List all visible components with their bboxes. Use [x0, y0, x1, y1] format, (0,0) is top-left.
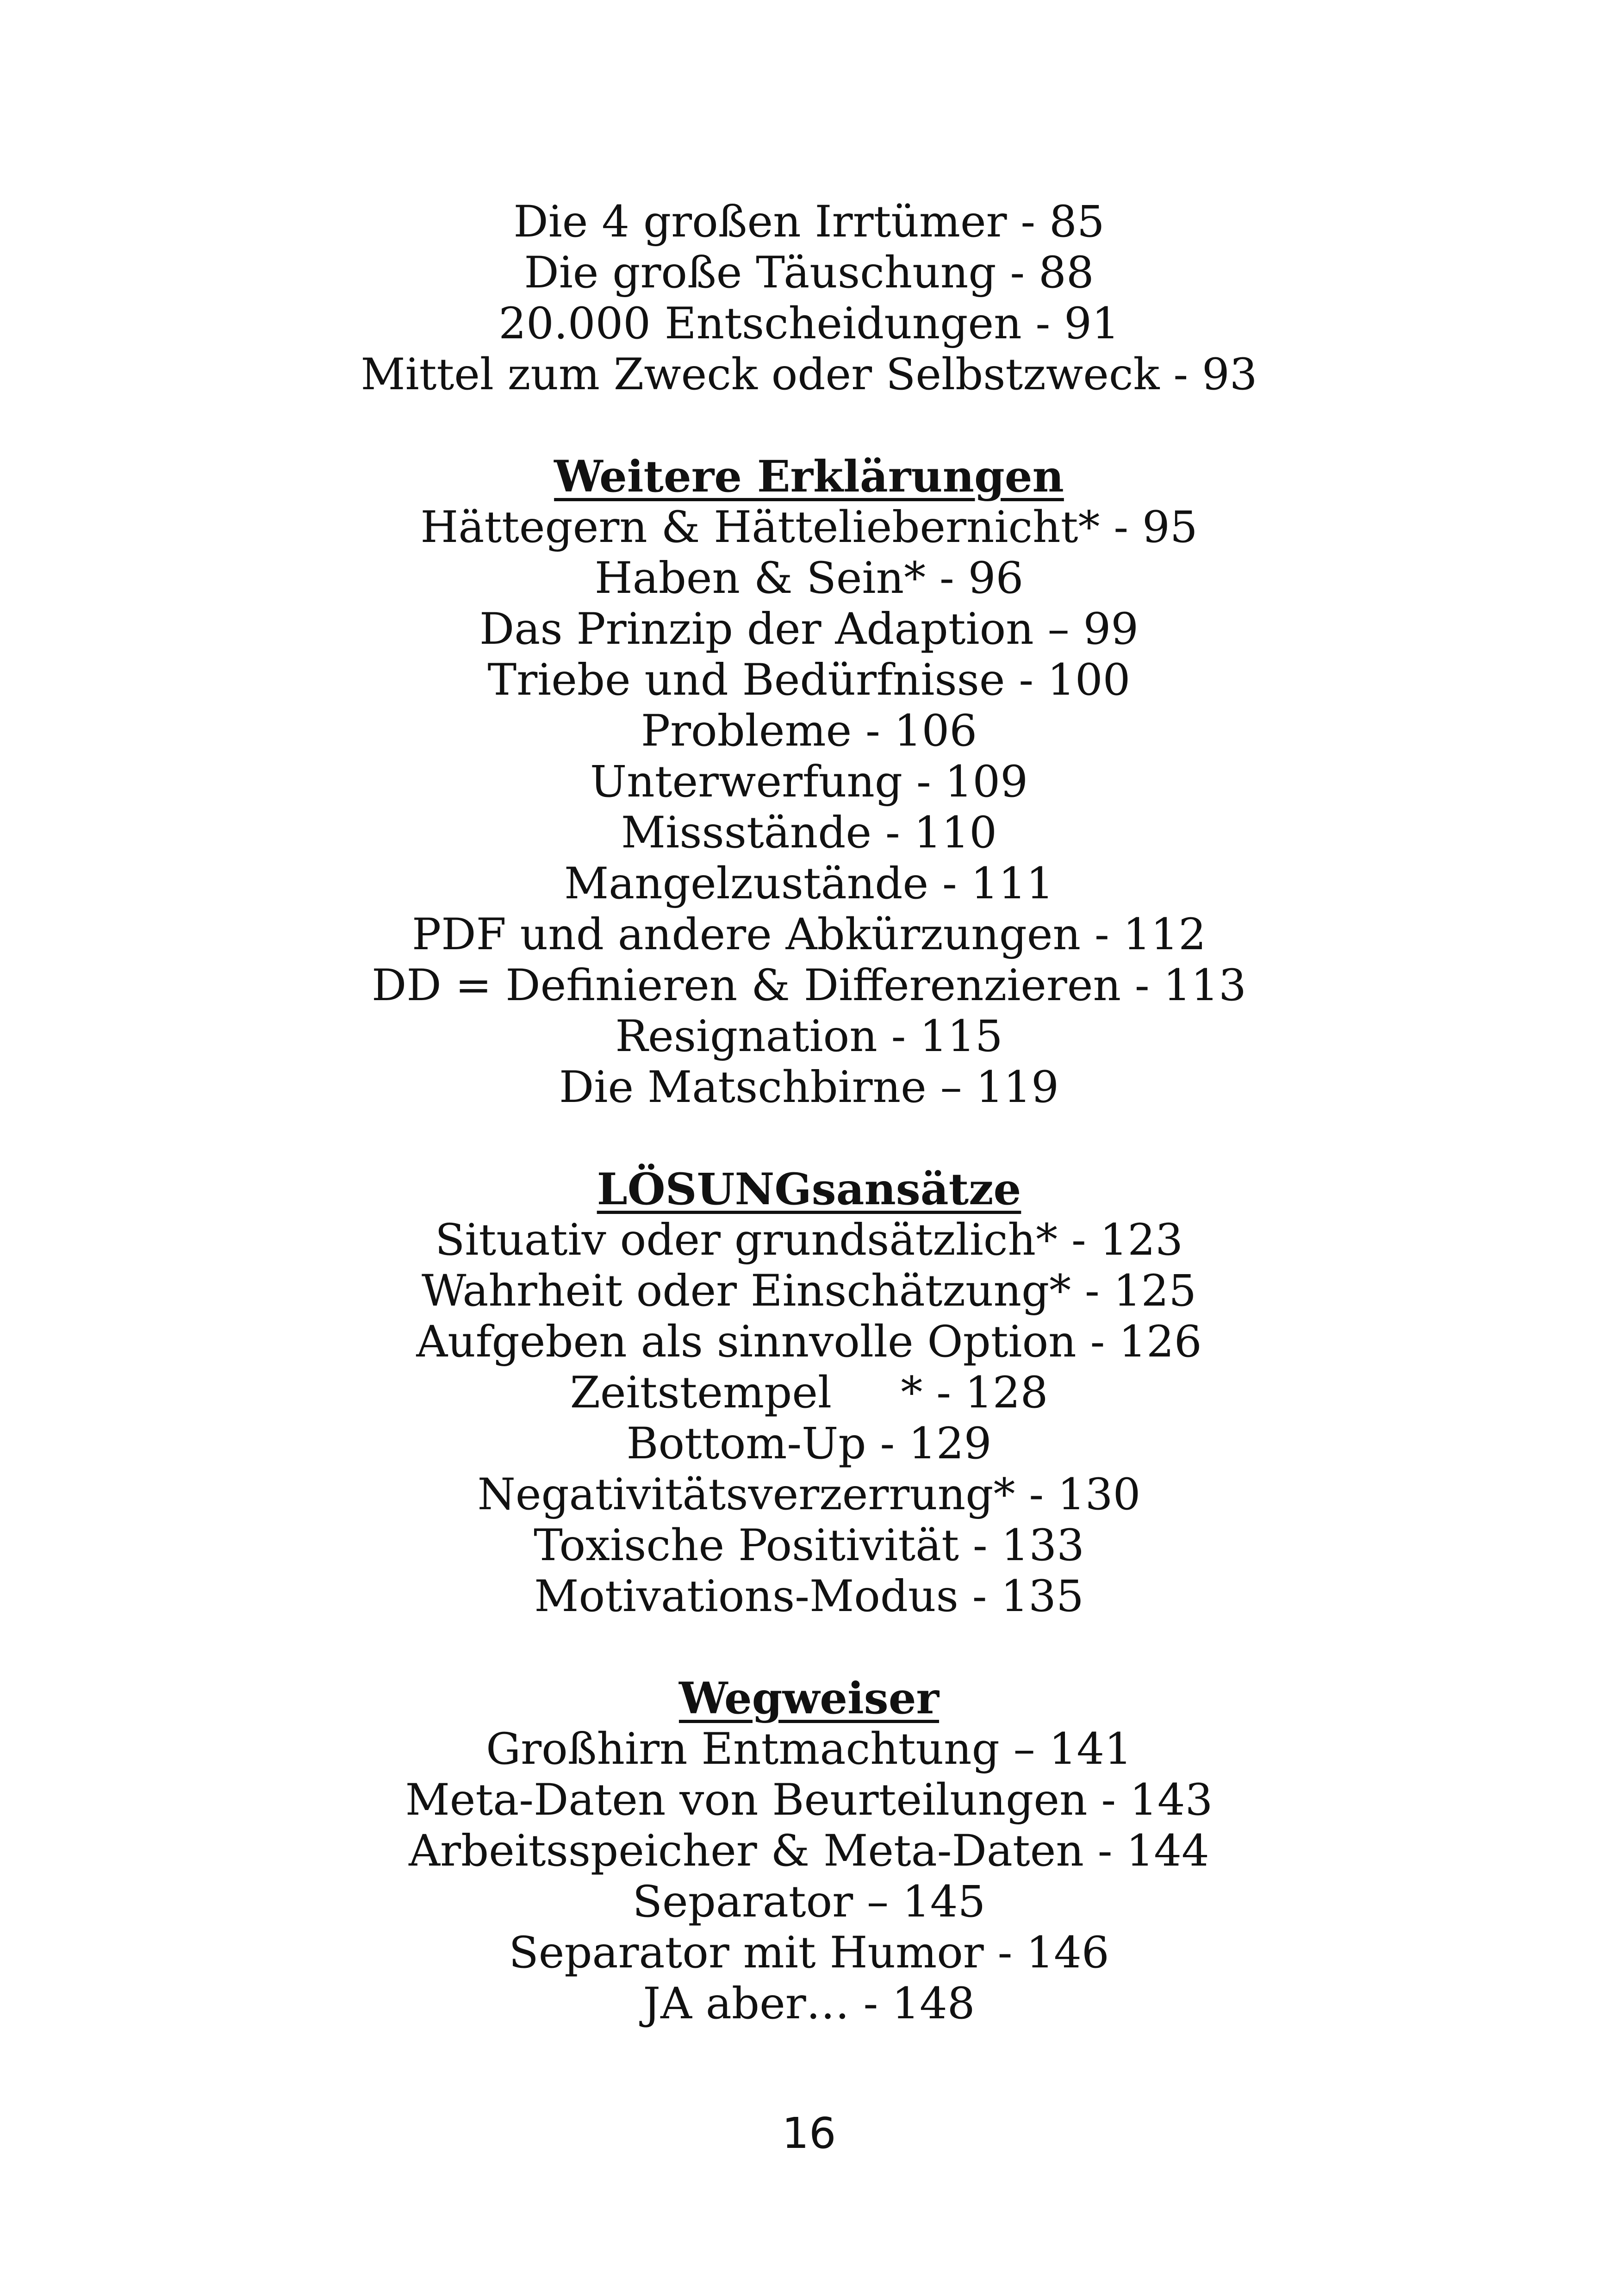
toc-entry: Wahrheit oder Einschätzung* - 125	[421, 1266, 1197, 1316]
page-number: 16	[782, 2109, 836, 2158]
toc-section-loesungsansaetze	[0, 1164, 1618, 1622]
toc-entry: Aufgeben als sinnvolle Option - 126	[416, 1317, 1202, 1367]
table-of-contents	[0, 197, 1618, 2029]
toc-entry: Negativitätsverzerrung* - 130	[477, 1469, 1141, 1520]
toc-entry: Mangelzustände - 111	[564, 859, 1054, 909]
toc-entry: Motivations-Modus - 135	[534, 1571, 1084, 1622]
section-heading: Weitere Erklärungen	[554, 451, 1064, 502]
toc-entry: Separator mit Humor - 146	[509, 1928, 1109, 1978]
toc-entry: Bottom-Up - 129	[626, 1419, 992, 1469]
toc-entry: Das Prinzip der Adaption – 99	[479, 604, 1139, 654]
toc-entry: Arbeitsspeicher & Meta-Daten - 144	[409, 1826, 1209, 1876]
toc-entry: Separator – 145	[632, 1877, 986, 1927]
section-heading: Wegweiser	[678, 1673, 940, 1724]
toc-entry: Missstände - 110	[621, 808, 997, 858]
toc-entry: Hättegern & Hätteliebernicht* - 95	[420, 502, 1198, 553]
toc-entry: Großhirn Entmachtung – 141	[486, 1724, 1132, 1774]
toc-section-wegweiser	[0, 1673, 1618, 2029]
section-heading: LÖSUNGsansätze	[597, 1164, 1021, 1215]
toc-entry: Die große Täuschung - 88	[524, 248, 1094, 298]
toc-section-weitere-erklaerungen	[0, 451, 1618, 1113]
toc-entry: Zeitstempel * - 128	[570, 1368, 1048, 1418]
toc-entry: Haben & Sein* - 96	[594, 553, 1024, 604]
toc-entry: Toxische Positivität - 133	[534, 1520, 1084, 1571]
toc-entry: Unterwerfung - 109	[590, 757, 1028, 807]
toc-entry: PDF und andere Abkürzungen - 112	[411, 909, 1207, 960]
toc-entry: Die Matschbirne – 119	[559, 1062, 1059, 1113]
toc-entry: Probleme - 106	[641, 706, 977, 756]
toc-entry: Meta-Daten von Beurteilungen - 143	[405, 1775, 1213, 1825]
toc-entry: Triebe und Bedürfnisse - 100	[487, 655, 1131, 705]
toc-entry: Resignation - 115	[615, 1011, 1003, 1062]
toc-entry: 20.000 Entscheidungen - 91	[498, 299, 1120, 349]
toc-entry: Die 4 großen Irrtümer - 85	[513, 197, 1105, 247]
toc-entry: Situativ oder grundsätzlich* - 123	[435, 1215, 1183, 1265]
toc-entry: DD = Definieren & Differenzieren - 113	[372, 960, 1246, 1011]
toc-intro	[0, 197, 1618, 400]
toc-entry: JA aber… - 148	[643, 1979, 975, 2029]
toc-entry: Mittel zum Zweck oder Selbstzweck - 93	[361, 349, 1257, 400]
